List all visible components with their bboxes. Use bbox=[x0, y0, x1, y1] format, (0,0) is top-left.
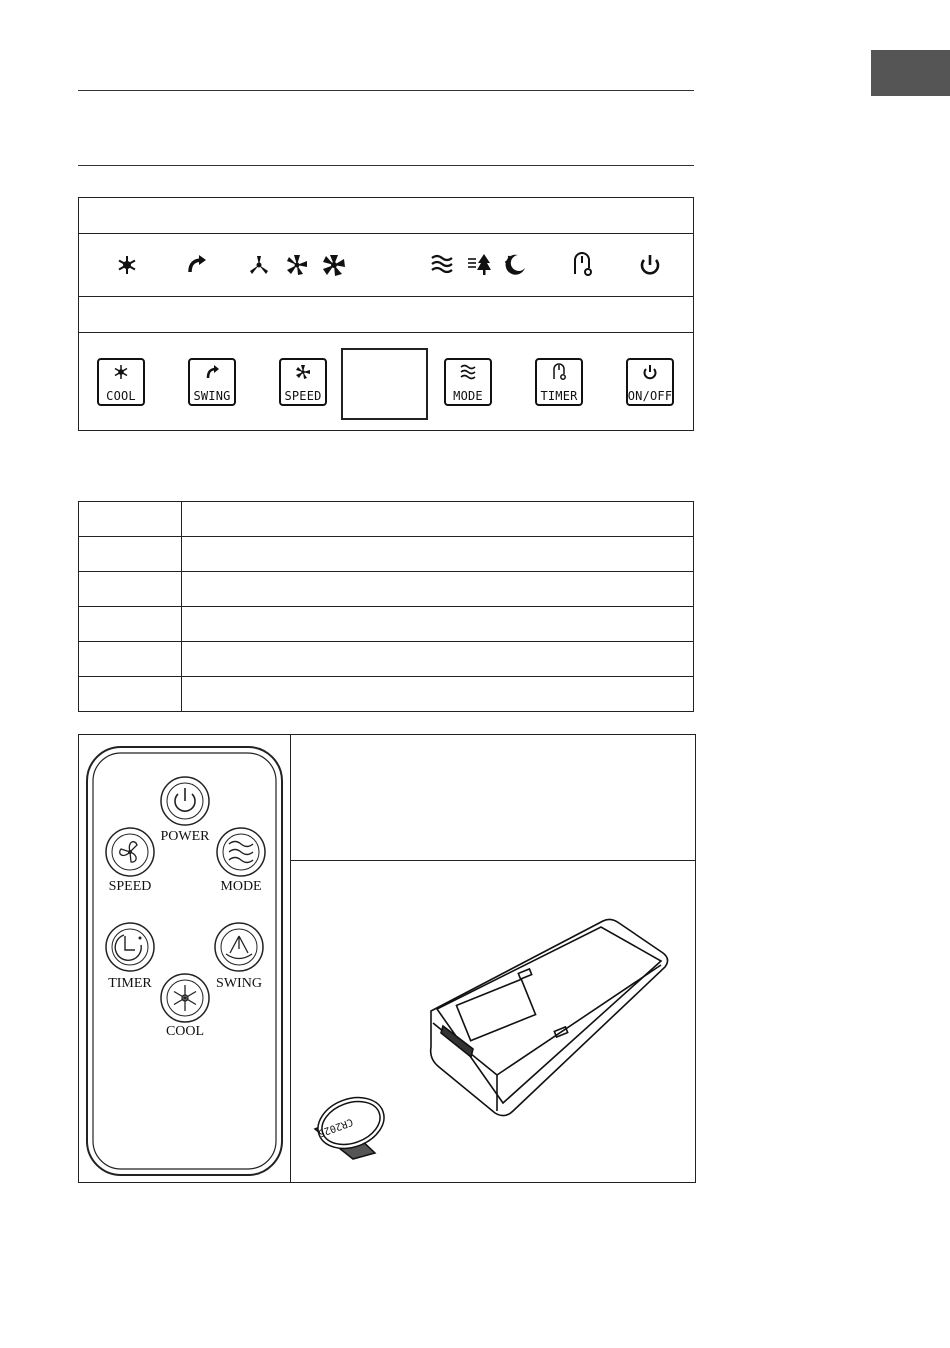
remote-speed-icon bbox=[106, 828, 154, 876]
remote-power-icon bbox=[161, 777, 209, 825]
table-row bbox=[79, 677, 694, 712]
remote-control-illustration bbox=[79, 735, 290, 1184]
remote-mode-label: MODE bbox=[220, 879, 262, 894]
remote-cool-label: COOL bbox=[165, 1024, 205, 1039]
timer-button-label: TIMER bbox=[540, 389, 578, 403]
control-panel-diagram bbox=[78, 197, 694, 431]
cool-button-label: COOL bbox=[106, 389, 136, 403]
remote-power-label: POWER bbox=[160, 829, 210, 844]
timer-button[interactable] bbox=[535, 358, 583, 406]
swing-arrow-icon bbox=[202, 362, 222, 382]
natural-wind-tree-icon bbox=[465, 250, 495, 280]
sleep-moon-icon bbox=[500, 250, 530, 280]
fan-icon bbox=[293, 362, 313, 382]
display-window bbox=[341, 348, 428, 420]
remote-back-icon bbox=[431, 919, 668, 1115]
remote-timer-label: TIMER bbox=[108, 976, 152, 991]
speed-button-label: SPEED bbox=[284, 389, 322, 403]
table-row bbox=[79, 607, 694, 642]
header-rule-bottom bbox=[78, 165, 694, 166]
snowflake-icon bbox=[112, 250, 142, 280]
remote-mode-icon bbox=[217, 828, 265, 876]
table-row bbox=[79, 537, 694, 572]
cool-button[interactable] bbox=[97, 358, 145, 406]
battery-label: CR2025 bbox=[316, 1115, 355, 1139]
remote-cool-icon bbox=[161, 974, 209, 1022]
fan-mid-icon bbox=[282, 250, 312, 280]
remote-speed-label: SPEED bbox=[108, 879, 152, 894]
swing-arrow-icon bbox=[181, 250, 211, 280]
wind-wave-icon bbox=[458, 362, 478, 382]
wind-wave-icon bbox=[427, 250, 457, 280]
fan-low-icon bbox=[244, 250, 274, 280]
function-table bbox=[78, 501, 694, 712]
swing-button-label: SWING bbox=[193, 389, 231, 403]
timer-icon bbox=[549, 362, 569, 382]
mode-button[interactable] bbox=[444, 358, 492, 406]
remote-timer-icon bbox=[106, 923, 154, 971]
snowflake-icon bbox=[111, 362, 131, 382]
remote-control-section bbox=[78, 734, 696, 1183]
timer-icon bbox=[567, 250, 597, 280]
remote-battery-illustration bbox=[291, 861, 696, 1183]
power-icon bbox=[635, 250, 665, 280]
table-row bbox=[79, 642, 694, 677]
mode-button-label: MODE bbox=[453, 389, 483, 403]
language-edge-tab bbox=[871, 50, 950, 96]
remote-swing-icon bbox=[215, 923, 263, 971]
remote-swing-label: SWING bbox=[216, 976, 262, 991]
power-icon bbox=[640, 362, 660, 382]
table-row bbox=[79, 572, 694, 607]
fan-high-icon bbox=[319, 250, 349, 280]
table-row bbox=[79, 502, 694, 537]
on-off-button[interactable] bbox=[626, 358, 674, 406]
speed-button[interactable] bbox=[279, 358, 327, 406]
header-rule-top bbox=[78, 90, 694, 91]
on-off-button-label: ON/OFF bbox=[627, 389, 673, 403]
swing-button[interactable] bbox=[188, 358, 236, 406]
